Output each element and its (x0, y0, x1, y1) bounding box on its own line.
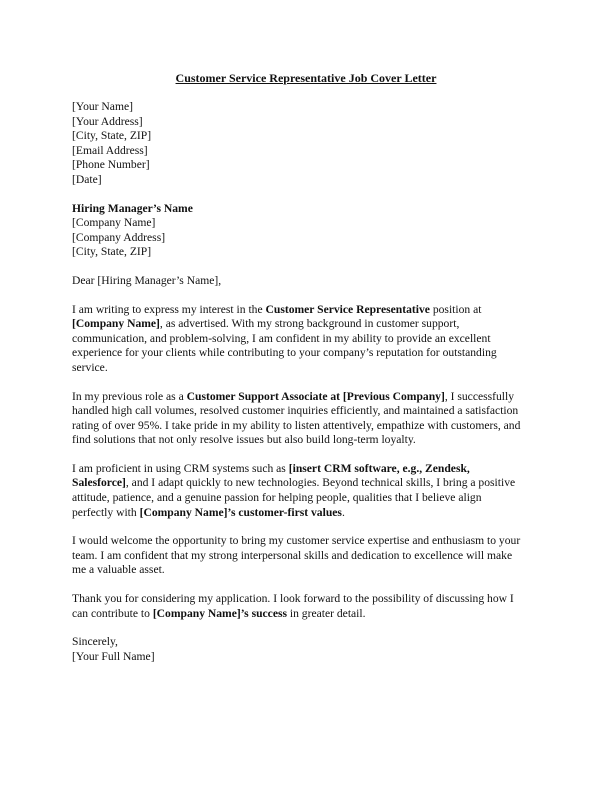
paragraph-5: Thank you for considering my application. I look forward to the possibility of discussing how I can contribute to [Company Name]’s success in greater detail. (72, 592, 514, 620)
sender-address: [Your Address] (72, 114, 143, 128)
sender-phone: [Phone Number] (72, 158, 150, 172)
letter-body (72, 100, 544, 664)
closing-name: [Your Full Name] (72, 649, 155, 663)
recipient-company: [Company Name] (72, 216, 156, 230)
closing-signoff: Sincerely, (72, 635, 118, 649)
paragraph-4: I would welcome the opportunity to bring my customer service expertise and enthusiasm to your team. I am confident that my strong interpersonal skills and dedication to excellence will make me a valuable asset. (72, 534, 521, 577)
salutation: Dear [Hiring Manager’s Name], (72, 273, 222, 287)
recipient-city-state-zip: [City, State, ZIP] (72, 245, 152, 259)
recipient-address: [Company Address] (72, 230, 166, 244)
sender-block (72, 100, 544, 188)
recipient-block (72, 202, 544, 260)
recipient-name: Hiring Manager’s Name (72, 201, 193, 215)
sender-email: [Email Address] (72, 143, 148, 157)
sender-name: [Your Name] (72, 100, 133, 113)
sender-date: [Date] (72, 172, 102, 186)
page-title: Customer Service Representative Job Cover Letter (175, 71, 437, 85)
sender-city-state-zip: [City, State, ZIP] (72, 129, 152, 143)
closing-block (72, 635, 544, 664)
paragraph-2: In my previous role as a Customer Support Associate at [Previous Company], I successfully handled high call volumes, resolved customer inquiries efficiently, and maintained a satisfaction rating of over 95%. I take pride in my ability to listen attentively, empathize with customers, and find solutions that not only resolve issues but also build long-term loyalty. (72, 389, 521, 447)
paragraph-1: I am writing to express my interest in the Customer Service Representative position at [Company Name], as advertised. With my strong background in customer support, communication, and problem-solving, I am confident in my ability to provide an excellent experience for your clients while contributing to your company’s reputation for outstanding service. (72, 302, 497, 374)
paragraph-3: I am proficient in using CRM systems such as [insert CRM software, e.g., Zendesk, Salesforce], and I adapt quickly to new technologies. Beyond technical skills, I bring a positive attitude, patience, and a genuine passion for helping people, qualities that I believe align perfectly with [Company Name]’s customer-first values. (72, 461, 516, 519)
